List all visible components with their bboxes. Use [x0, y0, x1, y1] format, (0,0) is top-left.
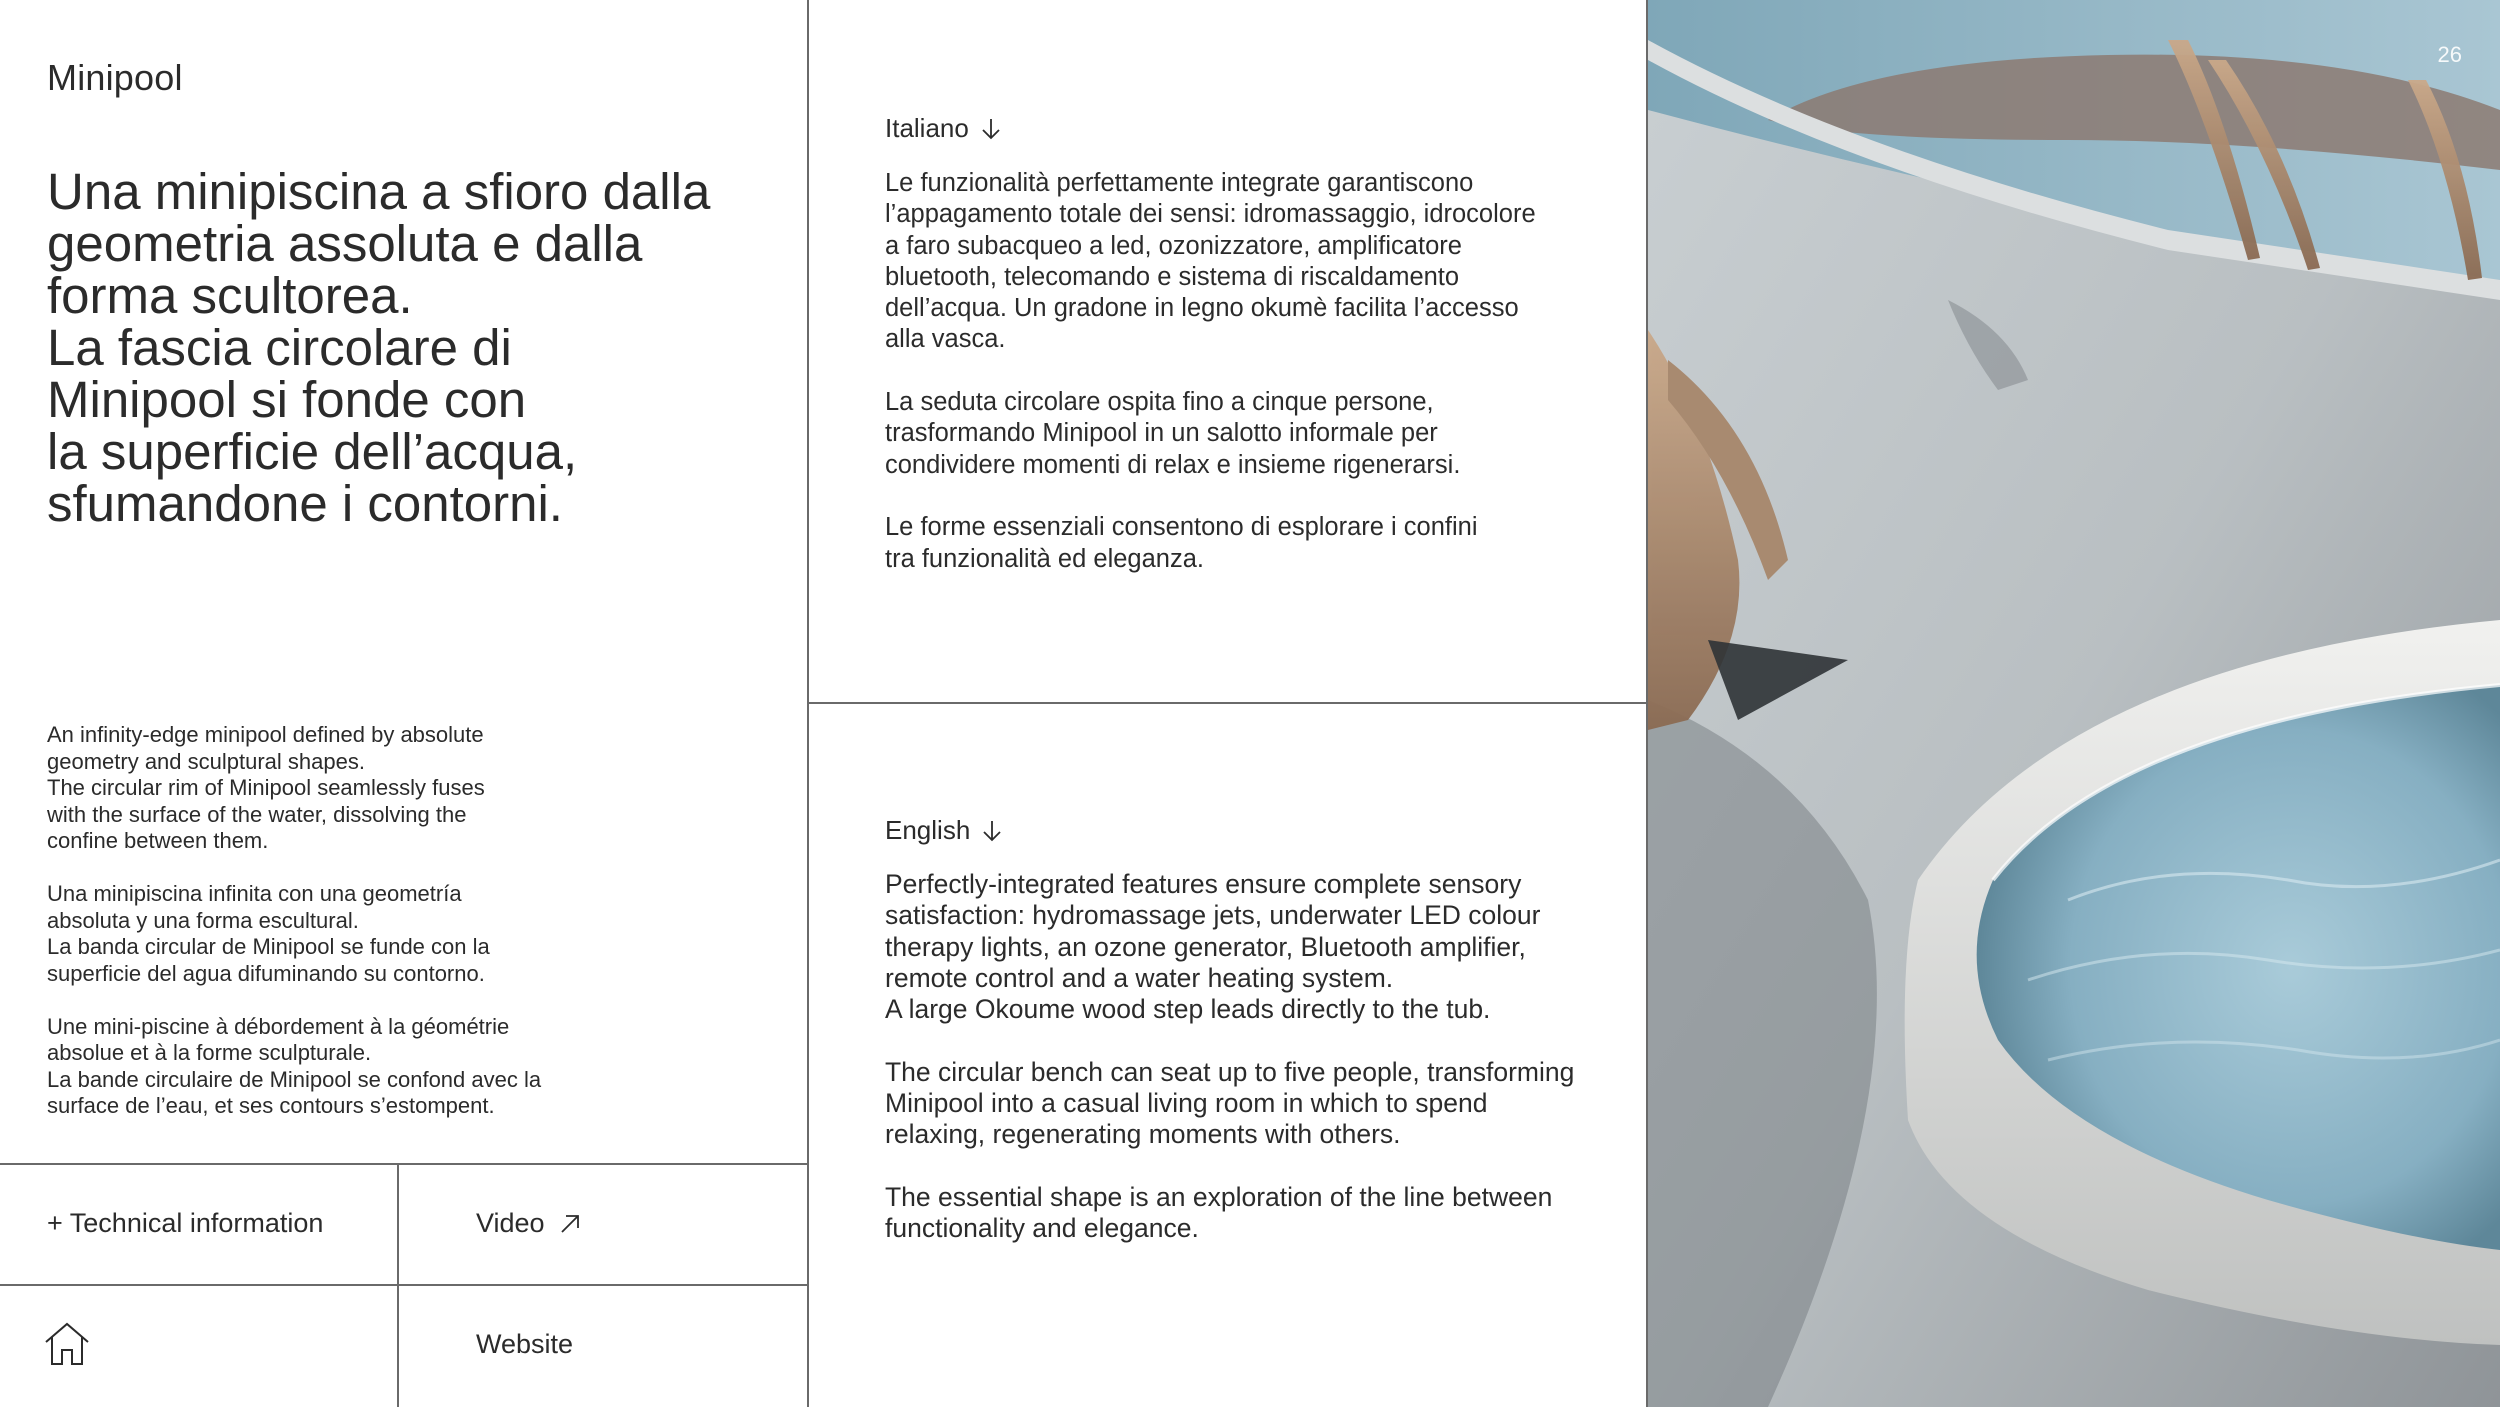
summary-line: Une mini-piscine à débordement à la géométrie	[47, 1013, 510, 1039]
headline-line: forma scultorea.	[47, 267, 413, 324]
multilingual-summary	[47, 722, 567, 1146]
body-line: Le funzionalità perfettamente integrate garantiscono	[885, 169, 1474, 197]
summary-line: surface de l’eau, et ses contours s’estompent.	[47, 1093, 495, 1118]
divider-bottom-cells-top	[0, 1163, 808, 1165]
video-link-label: Video	[476, 1208, 545, 1238]
body-line: l’appagamento totale dei sensi: idromassaggio, idrocolore	[885, 200, 1536, 229]
body-line: functionality and elegance.	[885, 1213, 1199, 1244]
body-line: therapy lights, an ozone generator, Bluetooth amplifier,	[885, 931, 1526, 962]
summary-line: absoluta y una forma escultural.	[47, 907, 359, 933]
minipool-illustration	[1648, 0, 2500, 1407]
body-line: satisfaction: hydromassage jets, underwater LED colour	[885, 900, 1541, 931]
headline-line: Minipool si fonde con	[47, 371, 527, 428]
summary-line: confine between them.	[47, 828, 269, 853]
product-photo	[1648, 0, 2500, 1407]
body-line: tra funzionalità ed eleganza.	[885, 544, 1204, 573]
body-line: a faro subacqueo a led, ozonizzatore, amplificatore	[885, 231, 1462, 260]
body-line: Le forme essenziali consentono di esplorare i confini	[885, 513, 1478, 542]
summary-line: geometry and sculptural shapes.	[47, 748, 365, 774]
website-link[interactable]: Website	[476, 1329, 574, 1359]
video-link[interactable]	[476, 1208, 581, 1239]
body-line: alla vasca.	[885, 325, 1006, 354]
divider-bottom-cells-vertical	[397, 1164, 399, 1407]
summary-line: An infinity-edge minipool defined by absolute	[47, 722, 484, 747]
summary-line: with the surface of the water, dissolving the	[47, 801, 467, 827]
body-line: A large Okoume wood step leads directly to the tub.	[885, 994, 1491, 1025]
english-paragraph	[885, 1182, 1585, 1245]
body-line: Perfectly-integrated features ensure complete sensory	[885, 869, 1522, 899]
home-icon[interactable]	[42, 1320, 92, 1368]
body-line: The essential shape is an exploration of the line between	[885, 1181, 1553, 1212]
page-number: 26	[2437, 42, 2462, 67]
english-heading	[885, 815, 1002, 846]
italian-paragraph	[885, 387, 1575, 481]
body-line: Minipool into a casual living room in which to spend	[885, 1088, 1488, 1119]
body-line: relaxing, regenerating moments with others.	[885, 1119, 1401, 1150]
summary-line: absolue et à la forme sculpturale.	[47, 1040, 372, 1065]
headline-line: Una minipiscina a sfioro dalla	[47, 163, 711, 220]
arrow-down-icon	[981, 118, 1001, 140]
headline	[47, 163, 767, 532]
italian-heading-label: Italiano	[885, 113, 969, 143]
headline-line: sfumandone i contorni.	[47, 475, 563, 532]
english-paragraph	[885, 869, 1585, 1025]
headline-line: geometria assoluta e dalla	[47, 215, 643, 272]
headline-line: La fascia circolare di	[47, 319, 512, 376]
italian-paragraph	[885, 168, 1575, 356]
body-line: condividere momenti di relax e insieme rigenerarsi.	[885, 450, 1461, 479]
summary-line: superficie del agua difuminando su contorno.	[47, 960, 485, 986]
body-line: trasformando Minipool in un salotto informale per	[885, 419, 1438, 448]
english-heading-label: English	[885, 815, 971, 845]
summary-english	[47, 722, 567, 855]
body-line: bluetooth, telecomando e sistema di riscaldamento	[885, 262, 1460, 291]
summary-line: Una minipiscina infinita con una geometría	[47, 881, 462, 906]
italian-body	[885, 168, 1575, 606]
arrow-up-right-icon	[559, 1213, 581, 1235]
summary-line: La bande circulaire de Minipool se confond avec la	[47, 1066, 542, 1092]
english-body	[885, 869, 1585, 1276]
english-paragraph	[885, 1057, 1585, 1151]
summary-french	[47, 1014, 567, 1120]
italian-paragraph	[885, 512, 1575, 575]
body-line: remote control and a water heating system.	[885, 962, 1394, 993]
arrow-down-icon	[982, 820, 1002, 842]
headline-line: la superficie dell’acqua,	[47, 423, 578, 480]
summary-line: La banda circular de Minipool se funde con la	[47, 934, 490, 959]
summary-spanish	[47, 881, 567, 987]
summary-line: The circular rim of Minipool seamlessly fuses	[47, 775, 485, 800]
body-line: The circular bench can seat up to five people, transforming	[885, 1056, 1575, 1087]
technical-information-link[interactable]: + Technical information	[47, 1208, 324, 1238]
divider-bottom-cells-middle	[0, 1284, 808, 1286]
divider-middle-horizontal	[808, 702, 1646, 704]
italian-heading	[885, 113, 1001, 144]
body-line: La seduta circolare ospita fino a cinque persone,	[885, 388, 1434, 417]
body-line: dell’acqua. Un gradone in legno okumè facilita l’accesso	[885, 294, 1519, 323]
product-name: Minipool	[47, 57, 183, 98]
